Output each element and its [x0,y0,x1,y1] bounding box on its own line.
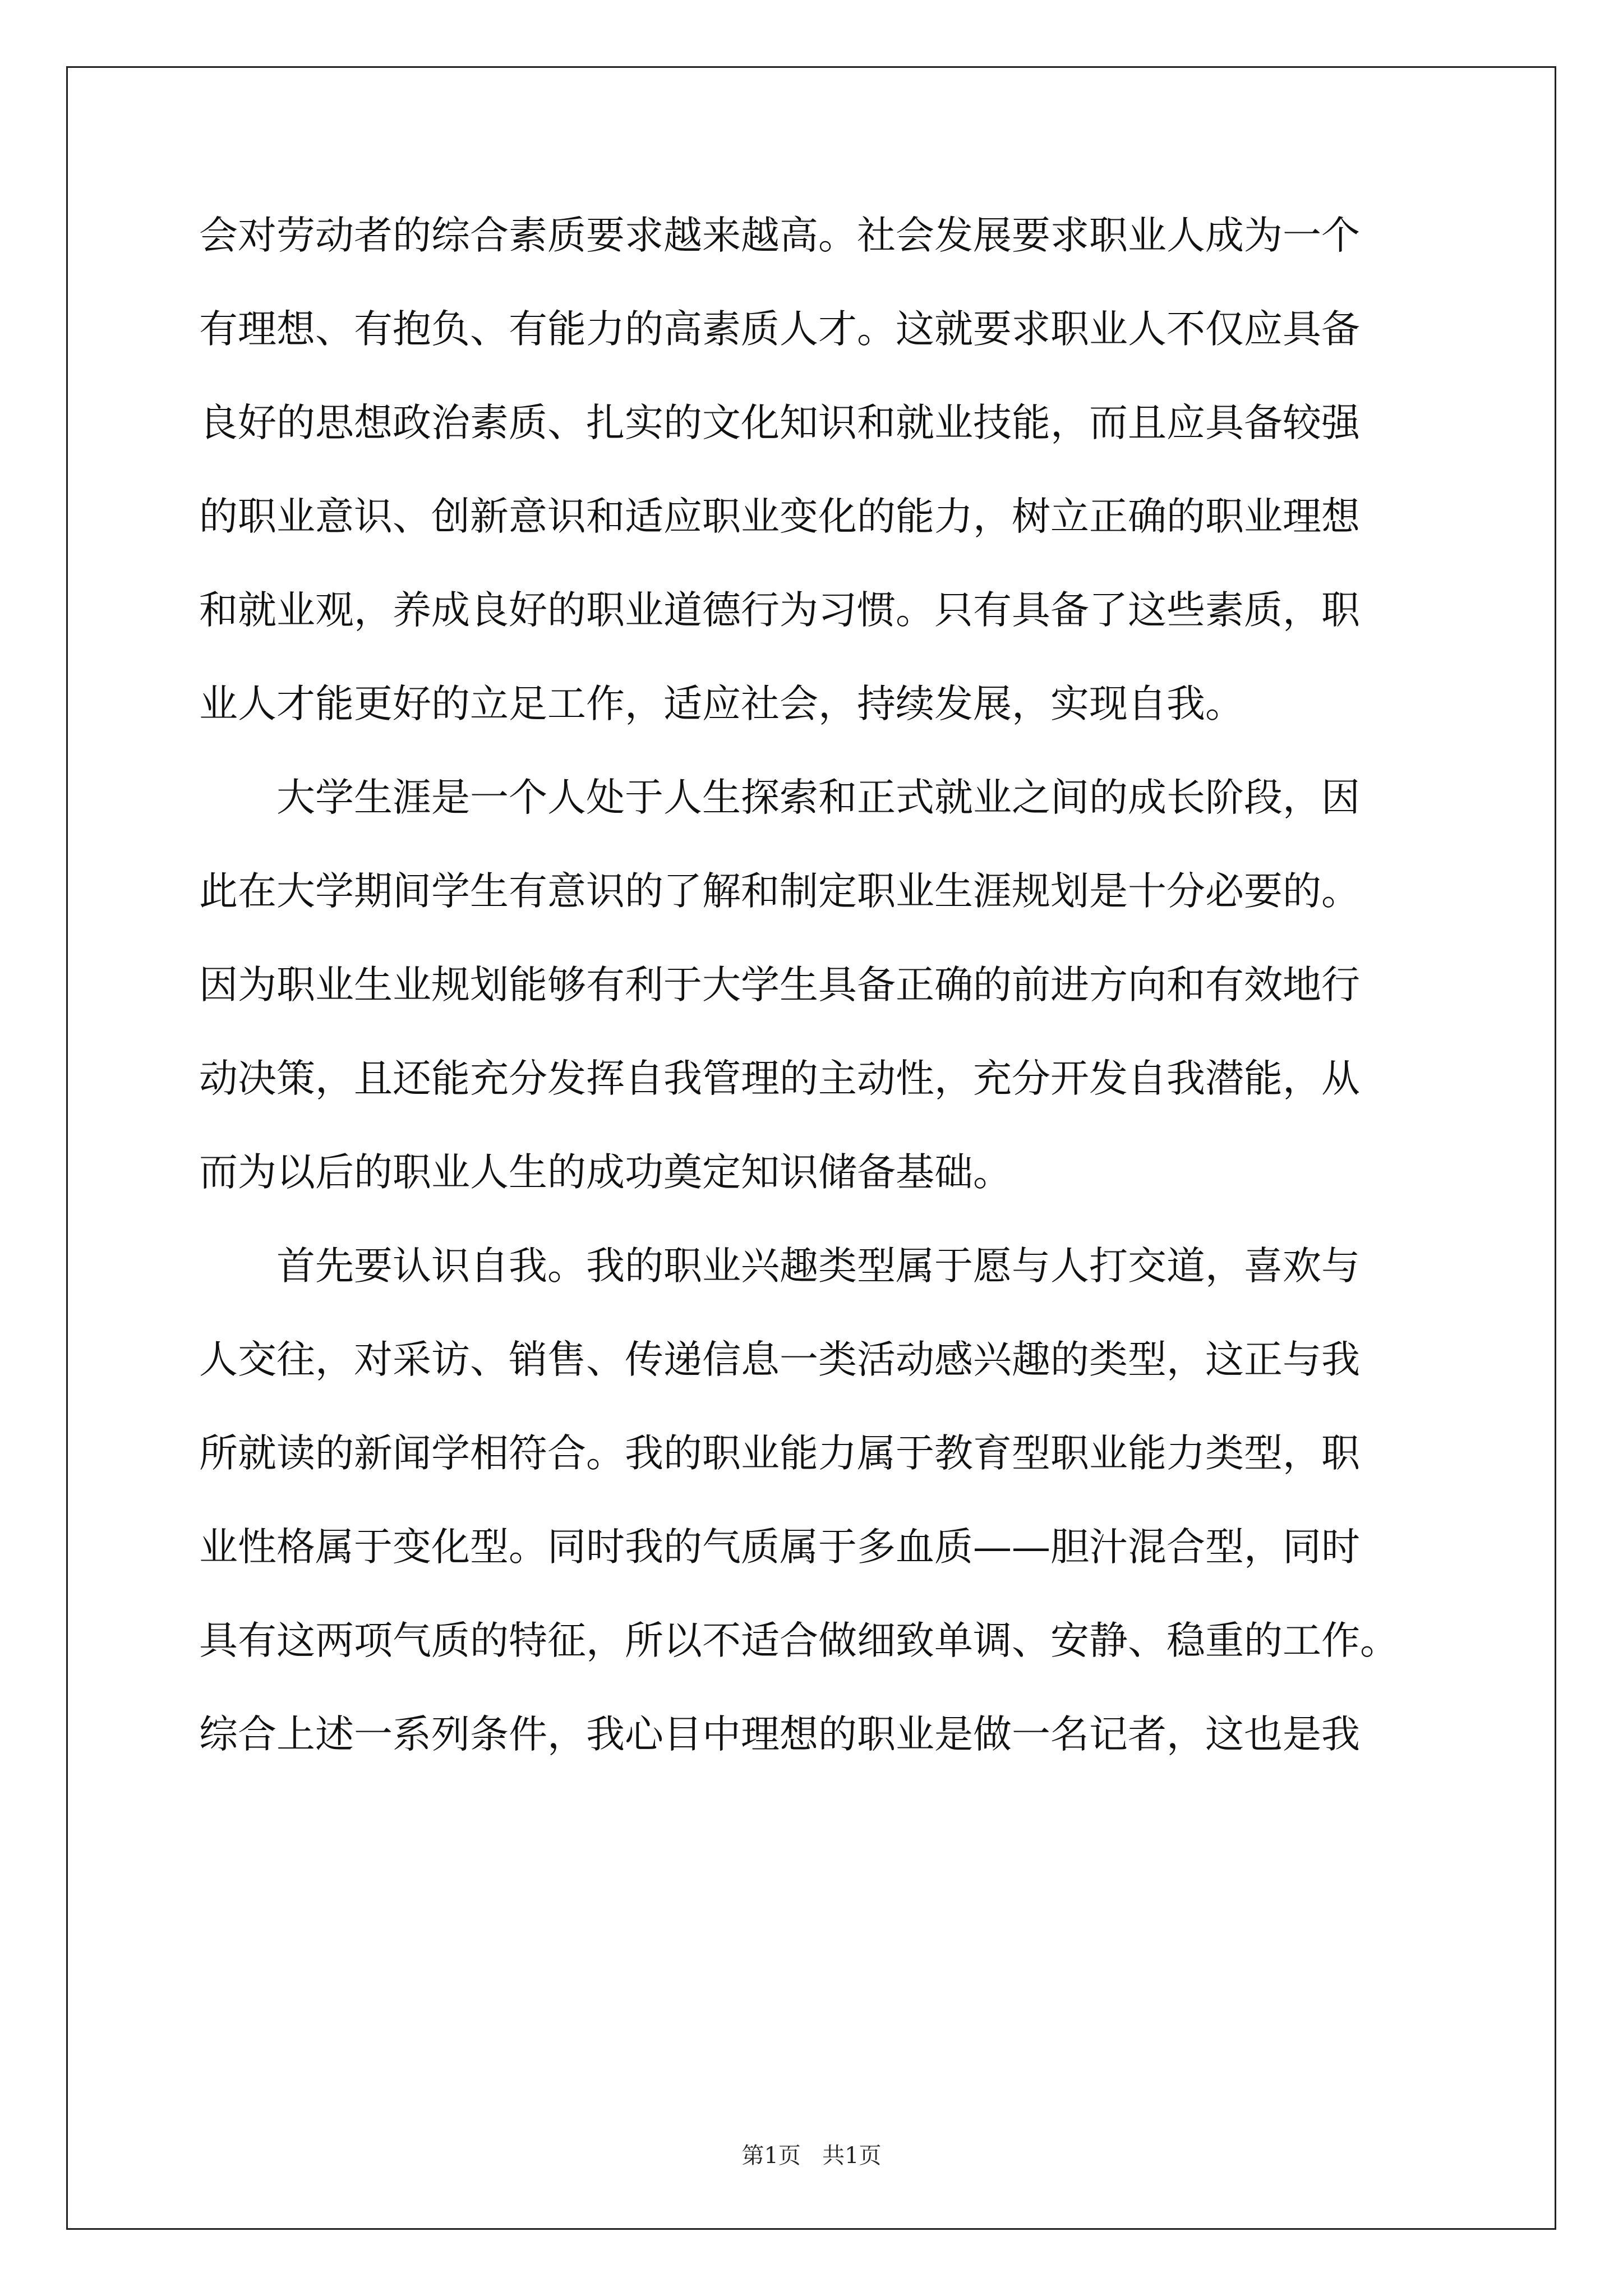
text-line: 因为职业生业规划能够有利于大学生具备正确的前进方向和有效地行 [199,963,1360,1007]
text-line: 业人才能更好的立足工作，适应社会，持续发展，实现自我。 [199,682,1244,726]
text-line: 所就读的新闻学相符合。我的职业能力属于教育型职业能力类型，职 [199,1431,1360,1476]
paragraph-start-line: 首先要认识自我。我的职业兴趣类型属于愿与人打交道，喜欢与 [199,1244,1360,1289]
paragraph-start-line: 大学生涯是一个人处于人生探索和正式就业之间的成长阶段，因 [199,775,1360,820]
text-line: 和就业观，养成良好的职业道德行为习惯。只有具备了这些素质，职 [199,588,1360,633]
text-line: 会对劳动者的综合素质要求越来越高。社会发展要求职业人成为一个 [199,213,1360,258]
text-line: 有理想、有抱负、有能力的高素质人才。这就要求职业人不仅应具备 [199,307,1360,352]
page-footer [0,2142,1623,2170]
text-line: 而为以后的职业人生的成功奠定知识储备基础。 [199,1150,1012,1195]
text-line: 业性格属于变化型。同时我的气质属于多血质——胆汁混合型，同时 [199,1525,1360,1570]
text-line: 此在大学期间学生有意识的了解和制定职业生涯规划是十分必要的。 [199,869,1360,914]
text-line: 良好的思想政治素质、扎实的文化知识和就业技能，而且应具备较强 [199,401,1360,445]
text-line: 的职业意识、创新意识和适应职业变化的能力，树立正确的职业理想 [199,494,1360,539]
text-line: 动决策，且还能充分发挥自我管理的主动性，充分开发自我潜能，从 [199,1056,1360,1101]
page-number: 第1页 [741,2143,801,2169]
page-total: 共1页 [822,2143,882,2169]
text-line: 具有这两项气质的特征，所以不适合做细致单调、安静、稳重的工作。 [199,1618,1399,1663]
text-line: 人交往，对采访、销售、传递信息一类活动感兴趣的类型，这正与我 [199,1337,1360,1382]
text-line: 综合上述一系列条件，我心目中理想的职业是做一名记者，这也是我 [199,1712,1360,1757]
